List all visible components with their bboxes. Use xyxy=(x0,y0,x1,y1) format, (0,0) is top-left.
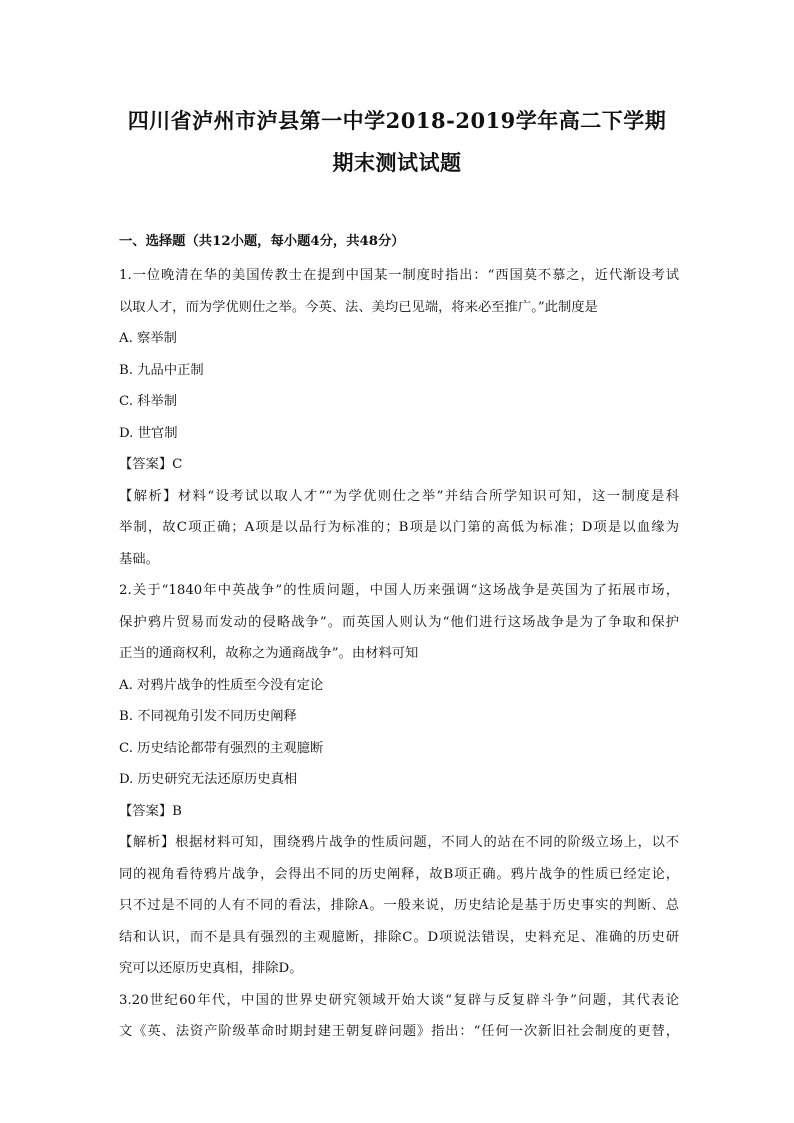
option-c: C. 科举制 xyxy=(119,394,178,409)
analysis-line: 基础。 xyxy=(119,551,159,567)
option-d: D. 世官制 xyxy=(119,425,178,441)
option-d: D. 历史研究无法还原历史真相 xyxy=(119,772,298,787)
question-stem-line: 3.20世纪60年代，中国的世界史研究领域开始大谈“复辟与反复辟斗争”问题，其代表论 xyxy=(119,992,679,1008)
question-2 xyxy=(119,575,679,985)
question-stem-line: 1.一位晚清在华的美国传教士在提到中国某一制度时指出：“西国莫不慕之，近代渐设考试 xyxy=(119,268,679,283)
option-a: A. 察举制 xyxy=(119,331,177,346)
analysis-line: 结和认识，而不是具有强烈的主观臆断，排除C。D项说法错误，史料充足、准确的历史研 xyxy=(119,929,679,945)
question-stem-line: 2.关于“1840年中英战争”的性质问题，中国人历来强调“这场战争是英国为了拓展市场， xyxy=(119,583,679,598)
option-c: C. 历史结论都带有强烈的主观臆断 xyxy=(119,740,324,756)
analysis-line: 只不过是不同的人有不同的看法，排除A。一般来说，历史结论是基于历史事实的判断、总 xyxy=(119,898,679,913)
question-stem-line: 保护鸦片贸易而发动的侵略战争”。而英国人则认为“他们进行这场战争是为了争取和保护 xyxy=(119,614,679,630)
option-b: B. 不同视角引发不同历史阐释 xyxy=(119,709,297,724)
analysis-line: 举制，故C项正确；A项是以品行为标准的；B项是以门第的高低为标准；D项是以血缘为 xyxy=(119,520,679,535)
question-3 xyxy=(119,985,679,1048)
answer: 【答案】C xyxy=(119,457,183,472)
question-stem-line: 文《英、法资产阶级革命时期封建王朝复辟问题》指出：“任何一次新旧社会制度的更替， xyxy=(119,1024,679,1039)
question-1 xyxy=(119,260,679,575)
analysis-line: 同的视角看待鸦片战争，会得出不同的历史阐释，故B项正确。鸦片战争的性质已经定论， xyxy=(119,866,679,882)
analysis-line: 究可以还原历史真相，排除D。 xyxy=(119,961,303,976)
option-a: A. 对鸦片战争的性质至今没有定论 xyxy=(119,677,324,693)
analysis-line: 【解析】根据材料可知，围绕鸦片战争的性质问题，不同人的站在不同的阶级立场上，以不 xyxy=(119,835,679,850)
question-stem-line: 以取人才，而为学优则仕之举。今英、法、美均已见端，将来必至推广。”此制度是 xyxy=(119,299,598,315)
analysis-line: 【解析】材料“设考试以取人才”“为学优则仕之举”并结合所学知识可知，这一制度是科 xyxy=(119,488,679,504)
option-b: B. 九品中正制 xyxy=(119,362,204,378)
answer: 【答案】B xyxy=(119,803,182,819)
document-body xyxy=(119,224,679,1048)
section-heading: 一、选择题（共12小题，每小题4分，共48分） xyxy=(119,234,405,249)
document-title-line-2: 期末测试试题 xyxy=(332,150,462,175)
document-title-line-1: 四川省泸州市泸县第一中学2018-2019学年高二下学期 xyxy=(127,108,667,133)
question-stem-line: 正当的通商权利，故称之为通商战争”。由材料可知 xyxy=(119,646,419,661)
